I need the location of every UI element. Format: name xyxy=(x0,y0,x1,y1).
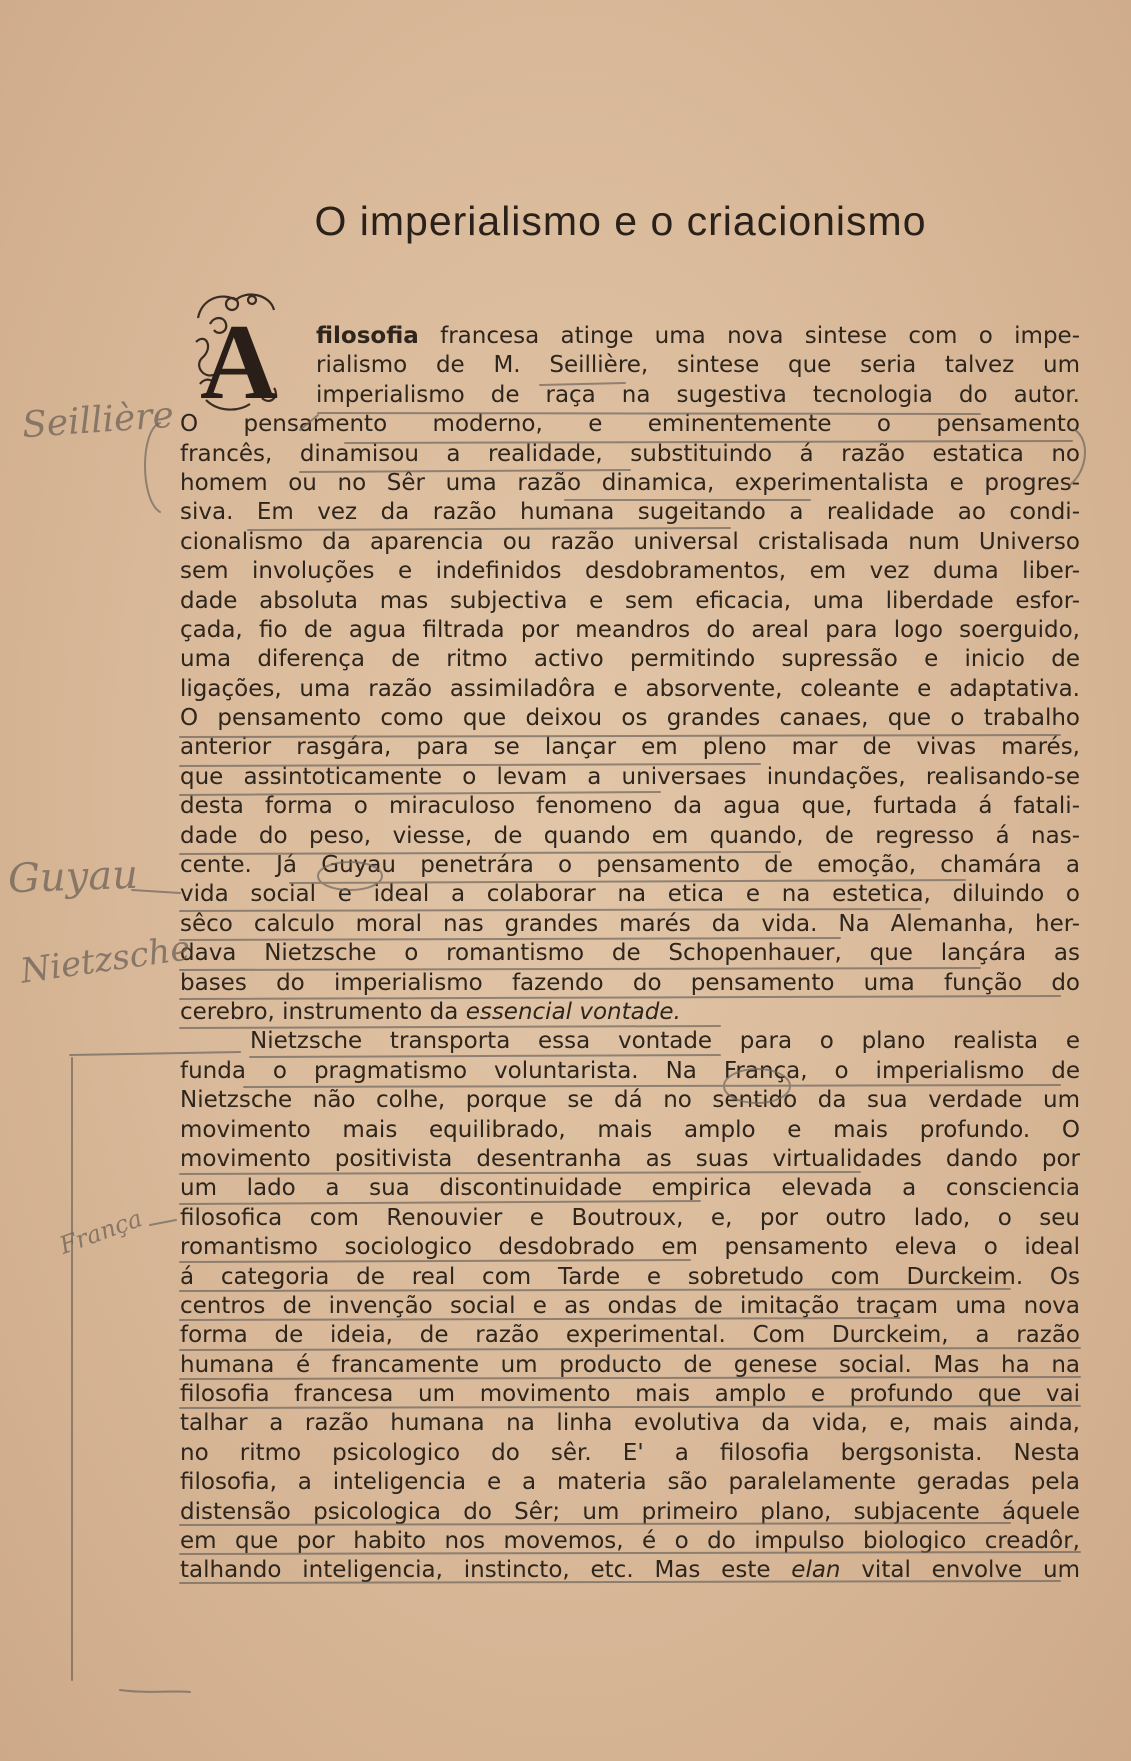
text-run: çada, fio de agua filtrada por meandros do areal para logo soerguido, xyxy=(180,616,1080,643)
text-run: francês, dinamisou a realidade, substituindo á razão estatica no xyxy=(180,440,1080,467)
text-line xyxy=(180,587,1080,616)
text-line xyxy=(316,351,1080,380)
text-run: funda o pragmatismo voluntarista. Na França, o imperialismo de xyxy=(180,1057,1080,1084)
text-run: dade do peso, viesse, de quando em quando, de regresso á nas- xyxy=(180,822,1080,849)
text-run: filosofia xyxy=(316,323,419,349)
text-run: filosofia, a inteligencia e a materia são paralelamente geradas pela xyxy=(180,1469,1080,1496)
body-text xyxy=(180,322,1080,1586)
text-line xyxy=(180,792,1080,821)
text-run: sêco calculo moral nas grandes marés da vida. Na Alemanha, her- xyxy=(180,910,1080,937)
text-run: filosofica com Renouvier e Boutroux, e, por outro lado, o seu xyxy=(180,1204,1080,1231)
margin-note-franca: França xyxy=(55,1204,146,1260)
text-run: bases do imperialismo fazendo do pensamento uma função do xyxy=(180,969,1080,996)
text-run: movimento mais equilibrado, mais amplo e mais profundo. O xyxy=(180,1116,1080,1143)
text-line xyxy=(180,998,1080,1027)
text-line xyxy=(180,763,1080,792)
margin-note-nietzsche: Nietzsche xyxy=(18,928,193,992)
text-run: em que por habito nos movemos, é o do impulso biologico creadôr, xyxy=(180,1528,1080,1555)
text-run: Nietzsche transporta essa vontade para o plano realista e xyxy=(250,1028,1080,1055)
text-run: um lado a sua discontinuidade empirica elevada a consciencia xyxy=(180,1175,1080,1202)
text-run: cente. Já Guyau penetrára o pensamento de emoção, chamára a xyxy=(180,852,1080,879)
text-line xyxy=(180,1116,1080,1145)
text-run: Nietzsche não colhe, porque se dá no sentido da sua verdade um xyxy=(180,1087,1080,1114)
text-run: homem ou no Sêr uma razão dinamica, experimentalista e progres- xyxy=(180,469,1080,496)
text-line xyxy=(180,1409,1080,1438)
text-line xyxy=(180,733,1080,762)
text-line xyxy=(180,939,1080,968)
dropcap-letter: A xyxy=(200,303,278,416)
text-run: desta forma o miraculoso fenomeno da agua que, furtada á fatali- xyxy=(180,793,1080,820)
text-run: forma de ideia, de razão experimental. Com Durckeim, a razão xyxy=(180,1322,1080,1349)
text-line xyxy=(180,1204,1080,1233)
text-line xyxy=(180,645,1080,674)
text-run: humana é francamente um producto de genese social. Mas ha na xyxy=(180,1351,1080,1378)
text-run: romantismo sociologico desdobrado em pensamento eleva o ideal xyxy=(180,1234,1080,1261)
text-line xyxy=(180,969,1080,998)
text-line xyxy=(180,1498,1080,1527)
text-run: talhando inteligencia, instincto, etc. Mas este xyxy=(180,1557,792,1584)
text-run: essencial vontade. xyxy=(465,998,681,1025)
margin-note-seilliere: Seillière xyxy=(20,394,176,447)
text-run: siva. Em vez da razão humana sugeitando a realidade ao condi- xyxy=(180,499,1080,526)
text-run: á categoria de real com Tarde e sobretudo com Durckeim. Os xyxy=(180,1263,1080,1290)
text-line xyxy=(180,910,1080,939)
text-run: O pensamento moderno, e eminentemente o pensamento xyxy=(180,411,1080,438)
text-run: rialismo de M. Seillière, sintese que seria talvez um xyxy=(316,352,1080,379)
text-run: anterior rasgára, para se lançar em pleno mar de vivas marés, xyxy=(180,734,1080,761)
text-line xyxy=(180,822,1080,851)
text-line xyxy=(180,1233,1080,1262)
text-run: O pensamento como que deixou os grandes canaes, que o trabalho xyxy=(180,705,1080,732)
text-line xyxy=(180,704,1080,733)
margin-note-guyau: Guyau xyxy=(7,851,139,903)
text-run: elan xyxy=(791,1557,841,1584)
text-line xyxy=(180,557,1080,586)
text-run: movimento positivista desentranha as suas virtualidades dando por xyxy=(180,1145,1080,1172)
text-run: ligações, uma razão assimiladôra e absorvente, coleante e adaptativa. xyxy=(180,675,1080,702)
text-line xyxy=(180,1556,1080,1585)
text-run: sem involuções e indefinidos desdobramentos, em vez duma liber- xyxy=(180,558,1080,585)
text-line xyxy=(180,469,1080,498)
text-line xyxy=(180,440,1080,469)
text-line xyxy=(180,851,1080,880)
text-run: distensão psicologica do Sêr; um primeiro plano, subjacente áquele xyxy=(180,1498,1080,1525)
text-run: cionalismo da aparencia ou razão universal cristalisada num Universo xyxy=(180,528,1080,555)
text-line xyxy=(180,1321,1080,1350)
text-line xyxy=(180,1527,1080,1556)
text-line xyxy=(180,1174,1080,1203)
text-line xyxy=(180,1263,1080,1292)
text-run: no ritmo psicologico do sêr. E' a filosofia bergsonista. Nesta xyxy=(180,1439,1080,1466)
text-line xyxy=(180,1027,1080,1056)
text-run: que assintoticamente o levam a universaes inundações, realisando-se xyxy=(180,763,1080,790)
text-run: vital envolve um xyxy=(840,1557,1080,1584)
text-line xyxy=(180,616,1080,645)
text-line xyxy=(180,410,1080,439)
text-run: vida social e ideal a colaborar na etica e na estetica, diluindo o xyxy=(180,881,1080,908)
text-run: imperialismo de raça na sugestiva tecnologia do autor. xyxy=(316,381,1080,408)
text-line xyxy=(316,322,1080,351)
text-line xyxy=(180,1086,1080,1115)
text-run: filosofia francesa um movimento mais amplo e profundo que vai xyxy=(180,1381,1080,1408)
text-line xyxy=(180,1439,1080,1468)
text-line xyxy=(180,498,1080,527)
text-line xyxy=(316,381,1080,410)
text-run: uma diferença de ritmo activo permitindo supressão e inicio de xyxy=(180,646,1080,673)
text-line xyxy=(180,1468,1080,1497)
text-run: talhar a razão humana na linha evolutiva da vida, e, mais ainda, xyxy=(180,1410,1080,1437)
text-run: dade absoluta mas subjectiva e sem eficacia, uma liberdade esfor- xyxy=(180,587,1080,614)
text-line xyxy=(180,880,1080,909)
text-line xyxy=(180,1057,1080,1086)
text-run: dava Nietzsche o romantismo de Schopenhauer, que lançára as xyxy=(180,940,1080,967)
chapter-title: O imperialismo e o criacionismo xyxy=(314,198,927,244)
text-run: centros de invenção social e as ondas de imitação traçam uma nova xyxy=(180,1292,1080,1319)
text-run: francesa atinge uma nova sintese com o impe- xyxy=(418,323,1080,349)
text-run: cerebro, instrumento da xyxy=(180,998,466,1025)
text-line xyxy=(180,1351,1080,1380)
text-line xyxy=(180,1380,1080,1409)
text-line xyxy=(180,1145,1080,1174)
text-line xyxy=(180,1292,1080,1321)
text-line xyxy=(180,528,1080,557)
text-line xyxy=(180,675,1080,704)
